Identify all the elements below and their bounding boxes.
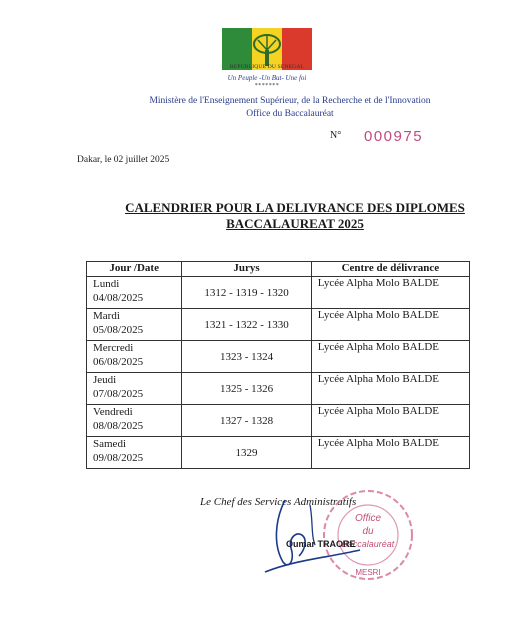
- document-number: 000975: [364, 128, 424, 145]
- date-value: 05/08/2025: [93, 324, 144, 336]
- handwritten-signature-icon: [255, 490, 365, 580]
- ministry-heading: [120, 95, 460, 121]
- day-name: Mercredi: [93, 342, 134, 354]
- office-name: Office du Baccalauréat: [246, 109, 334, 119]
- stamp-line-2: du: [362, 526, 374, 537]
- table-row: [87, 437, 470, 469]
- table-row: [87, 373, 470, 405]
- center-cell: Lycée Alpha Molo BALDE: [311, 437, 469, 469]
- day-date-cell: [87, 405, 182, 437]
- stamp-bottom: MESRI: [355, 568, 381, 577]
- stamp-line-1: Office: [354, 513, 382, 524]
- center-cell: Lycée Alpha Molo BALDE: [311, 373, 469, 405]
- date-value: 09/08/2025: [93, 452, 144, 464]
- table-row: [87, 341, 470, 373]
- republic-label: REPUBLIQUE DU SENEGAL: [229, 64, 305, 70]
- date-value: 04/08/2025: [93, 292, 144, 304]
- day-date-cell: [87, 373, 182, 405]
- header-center: Centre de délivrance: [311, 262, 469, 277]
- center-cell: Lycée Alpha Molo BALDE: [311, 309, 469, 341]
- center-cell: Lycée Alpha Molo BALDE: [311, 341, 469, 373]
- date-value: 08/08/2025: [93, 420, 144, 432]
- jury-cell: 1323 - 1324: [182, 341, 311, 373]
- header-jurys: Jurys: [182, 262, 311, 277]
- signatory-name: Oumar TRAORE: [286, 539, 356, 549]
- day-date-cell: [87, 277, 182, 309]
- national-motto: Un Peuple -Un But- Une foi: [227, 74, 307, 82]
- jury-cell: 1325 - 1326: [182, 373, 311, 405]
- day-date-cell: [87, 309, 182, 341]
- day-date-cell: [87, 341, 182, 373]
- day-name: Samedi: [93, 438, 126, 450]
- day-name: Mardi: [93, 310, 120, 322]
- signatory-title: Le Chef des Services Administratifs: [200, 496, 357, 508]
- center-cell: Lycée Alpha Molo BALDE: [311, 277, 469, 309]
- ministry-name: Ministère de l'Enseignement Supérieur, de la Recherche et de l'Innovation: [149, 96, 431, 106]
- number-label: N°: [330, 130, 342, 141]
- stars-divider: *******: [254, 83, 280, 89]
- title-line-1: CALENDRIER POUR LA DELIVRANCE DES DIPLOMES: [125, 200, 465, 215]
- date-value: 07/08/2025: [93, 388, 144, 400]
- title-line-2: BACCALAUREAT 2025: [226, 216, 364, 231]
- center-cell: Lycée Alpha Molo BALDE: [311, 405, 469, 437]
- day-name: Lundi: [93, 278, 120, 290]
- jury-cell: 1327 - 1328: [182, 405, 311, 437]
- document-title: [60, 200, 526, 232]
- jury-cell: 1321 - 1322 - 1330: [182, 309, 311, 341]
- table-row: [87, 277, 470, 309]
- date-line: Dakar, le 02 juillet 2025: [77, 155, 170, 165]
- jury-cell: 1312 - 1319 - 1320: [182, 277, 311, 309]
- jury-cell: 1329: [182, 437, 311, 469]
- table-header-row: [87, 262, 470, 277]
- calendar-table: [86, 261, 470, 469]
- day-name: Vendredi: [93, 406, 133, 418]
- header-day-date: Jour /Date: [87, 262, 182, 277]
- stamp-line-3: Baccalauréat: [341, 539, 395, 549]
- day-date-cell: [87, 437, 182, 469]
- table-row: [87, 309, 470, 341]
- date-value: 06/08/2025: [93, 356, 144, 368]
- table-row: [87, 405, 470, 437]
- day-name: Jeudi: [93, 374, 117, 386]
